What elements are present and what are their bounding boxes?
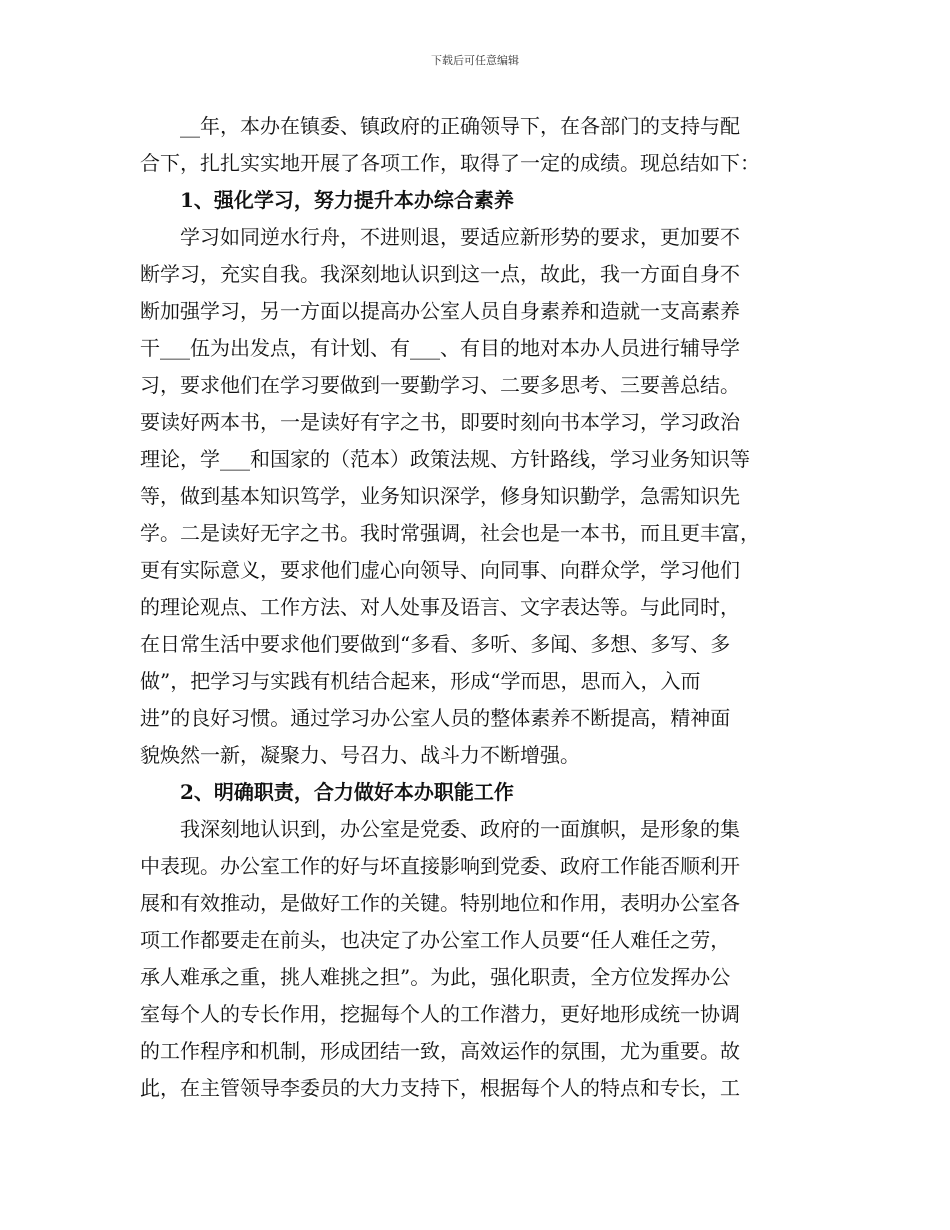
body-text-line: 我深刻地认识到，办公室是党委、政府的一面旗帜，是形象的集 (180, 817, 740, 841)
body-text-line: 习，要求他们在学习要做到一要勤学习、二要多思考、三要善总结。 (140, 373, 740, 397)
body-text-line: 中表现。办公室工作的好与坏直接影响到党委、政府工作能否顺利开 (140, 854, 740, 878)
body-text-line: __年，本办在镇委、镇政府的正确领导下，在各部门的支持与配 (180, 114, 740, 138)
page-header-note: 下载后可任意编辑 (431, 54, 519, 67)
body-text-line: 断学习，充实自我。我深刻地认识到这一点，故此，我一方面自身不 (140, 262, 740, 286)
body-text-line: 要读好两本书，一是读好有字之书，即要时刻向书本学习，学习政治 (140, 410, 740, 434)
body-text-line: 室每个人的专长作用，挖掘每个人的工作潜力，更好地形成统一协调 (140, 1002, 740, 1026)
body-text-line: 理论，学___和国家的（范本）政策法规、方针路线，学习业务知识等 (140, 447, 750, 471)
body-text-line: 做”，把学习与实践有机结合起来，形成“学而思，思而入，入而 (140, 669, 701, 693)
document-body (140, 108, 804, 1107)
body-text-line: 等，做到基本知识笃学，业务知识深学，修身知识勤学，急需知识先 (140, 484, 740, 508)
body-text-line: 承人难承之重，挑人难挑之担”。为此，强化职责，全方位发挥办公 (140, 965, 731, 989)
body-text-line: 的工作程序和机制，形成团结一致，高效运作的氛围，尤为重要。故 (140, 1039, 740, 1063)
body-text-line: 学。二是读好无字之书。我时常强调，社会也是一本书，而且更丰富， (140, 521, 760, 545)
body-text-line: 展和有效推动，是做好工作的关键。特别地位和作用，表明办公室各 (140, 891, 740, 915)
body-text-line: 进”的良好习惯。通过学习办公室人员的整体素养不断提高，精神面 (140, 706, 731, 730)
section-heading: 2、明确职责，合力做好本办职能工作 (180, 780, 514, 804)
body-text-line: 此，在主管领导李委员的大力支持下，根据每个人的特点和专长，工 (140, 1076, 740, 1100)
section-heading: 1、强化学习，努力提升本办综合素养 (180, 188, 514, 212)
body-text-line: 貌焕然一新，凝聚力、号召力、战斗力不断增强。 (140, 743, 580, 767)
body-text-line: 断加强学习，另一方面以提高办公室人员自身素养和造就一支高素养 (140, 299, 740, 323)
body-text-line: 学习如同逆水行舟，不进则退，要适应新形势的要求，更加要不 (180, 225, 740, 249)
body-text-line: 项工作都要走在前头，也决定了办公室工作人员要“任人难任之劳， (140, 928, 731, 952)
body-text-line: 合下，扎扎实实地开展了各项工作，取得了一定的成绩。现总结如下： (140, 151, 760, 175)
body-text-line: 在日常生活中要求他们要做到“多看、多听、多闻、多想、多写、多 (140, 632, 731, 656)
body-text-line: 干___伍为出发点，有计划、有___、有目的地对本办人员进行辅导学 (140, 336, 740, 360)
body-text-line: 更有实际意义，要求他们虚心向领导、向同事、向群众学，学习他们 (140, 558, 740, 582)
body-text-line: 的理论观点、工作方法、对人处事及语言、文字表达等。与此同时， (140, 595, 740, 619)
